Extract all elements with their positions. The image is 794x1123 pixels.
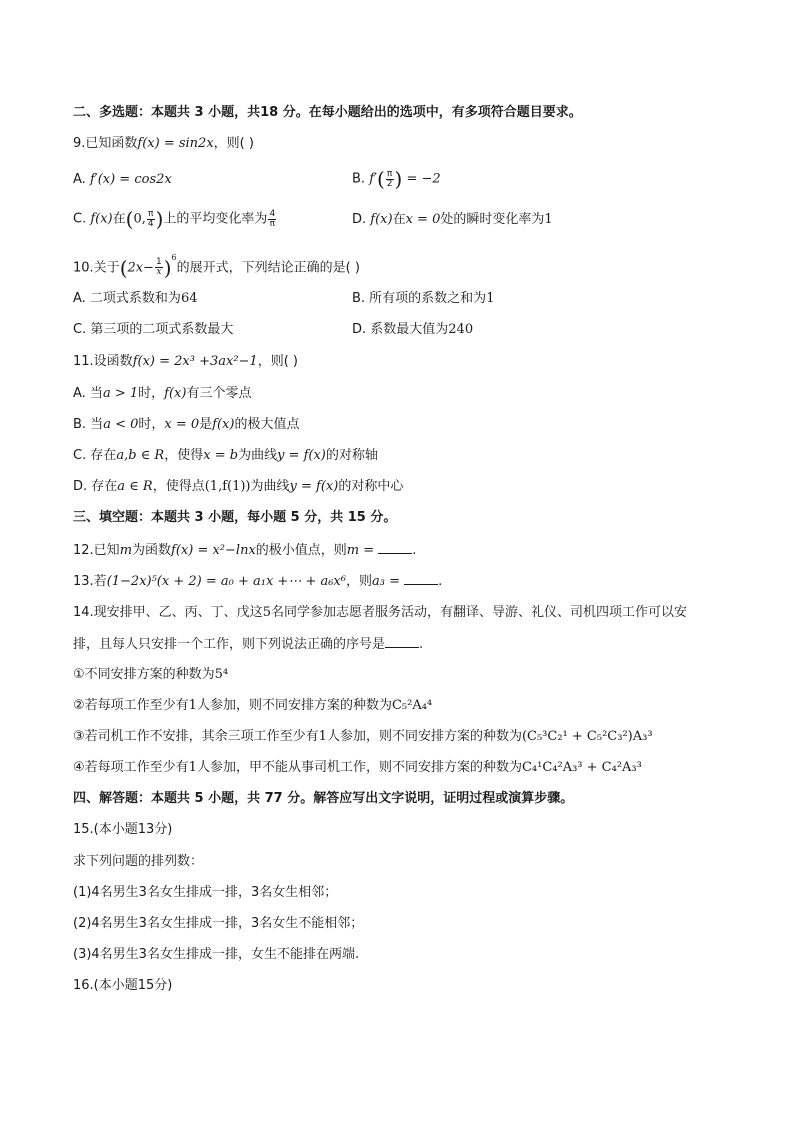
q12: 12.已知m为函数f(x) = x²−lnx的极小值点，则m = . — [73, 543, 417, 558]
q11-option-d: D. 存在a ∈ R，使得点(1,f(1))为曲线y = f(x)的对称中心 — [73, 479, 404, 494]
q16-head: 16.(本小题15分) — [73, 978, 173, 993]
q14-option-4: ④若每项工作至少有1人参加，甲不能从事司机工作，则不同安排方案的种数为C₄¹C₄²A₃³ + C₄²A₃³ — [73, 760, 642, 775]
q15-intro: 求下列问题的排列数： — [73, 854, 204, 869]
q9-stem — [73, 135, 254, 153]
q11-option-c: C. 存在a,b ∈ R，使得x = b为曲线y = f(x)的对称轴 — [73, 448, 378, 463]
q9-b-label: B. — [352, 171, 370, 187]
q15-head: 15.(本小题13分) — [73, 822, 173, 837]
q10-stem: 10.关于(2x− $\frac{1}{x}$ )$^6$的展开式，下列结论正确的是( ) — [73, 253, 360, 280]
q9-option-d: D. f(x)在x = 0处的瞬时变化率为1 — [352, 212, 553, 227]
q13-answer-blank[interactable] — [404, 572, 438, 585]
q9-stem-prefix: 9.已知函数 — [73, 136, 138, 151]
q9-c-math: f(x) — [90, 211, 113, 227]
q12-answer-blank[interactable] — [378, 541, 412, 554]
q14-line-1: 14.现安排甲、乙、丙、丁、戊这5名同学参加志愿者服务活动，有翻译、导游、礼仪、司机四项工作可以安 — [73, 605, 687, 620]
q9-option-b: B. f′( $\frac{\pi}{2}$ ) = −2 — [352, 167, 441, 191]
q11-stem: 11.设函数f(x) = 2x³ +3ax²−1，则( ) — [73, 354, 298, 369]
section-3-title: 三、填空题：本题共 3 小题，每小题 5 分，共 15 分。 — [73, 510, 397, 525]
q9-c-rate-fraction: $\frac{4}{\pi}$ — [269, 208, 276, 229]
q9-c-interval-fraction: $\frac{\pi}{4}$ — [147, 208, 154, 229]
q9-stem-suffix: ，则( ) — [213, 136, 254, 151]
q9-func: f(x) = sin2x — [137, 136, 214, 151]
q15-part-2: (2)4名男生3名女生排成一排，3名女生不能相邻； — [73, 916, 364, 931]
q9-option-c: C. f(x)在(0, $\frac{\pi}{4}$ )上的平均变化率为 $\frac{4}{\pi}$ — [73, 207, 276, 231]
q9-b-math-post: = −2 — [402, 171, 441, 187]
section-2-title: 二、多选题：本题共 3 小题，共18 分。在每小题给出的选项中，有多项符合题目要求。 — [73, 105, 582, 120]
q10-option-a: A. 二项式系数和为64 — [73, 291, 198, 306]
q9-a-label: A. — [73, 172, 90, 187]
q9-option-a — [73, 171, 172, 189]
q13: 13.若(1−2x)⁵(x + 2) = a₀ + a₁x +⋯ + a₆x⁶，则a₃ = . — [73, 574, 443, 589]
q14-answer-blank[interactable] — [385, 635, 419, 648]
q14-option-2: ②若每项工作至少有1人参加，则不同安排方案的种数为C₅²A₄⁴ — [73, 698, 433, 713]
q11-option-b: B. 当a < 0时，x = 0是f(x)的极大值点 — [73, 417, 300, 432]
q10-option-b: B. 所有项的系数之和为1 — [352, 291, 495, 306]
q9-b-math-pre: f′ — [369, 171, 377, 187]
q11-option-a: A. 当a > 1时，f(x)有三个零点 — [73, 386, 252, 401]
q9-a-math: f′(x) = cos2x — [89, 172, 172, 187]
q14-option-3: ③若司机工作不安排，其余三项工作至少有1人参加，则不同安排方案的种数为(C₅³C₂¹ + C₅²C₃²)A₃³ — [73, 729, 653, 744]
q15-part-3: (3)4名男生3名女生排成一排，女生不能排在两端. — [73, 947, 360, 962]
q14-line-2: 排，且每人只安排一个工作，则下列说法正确的序号是 . — [73, 637, 424, 652]
q9-c-label: C. — [73, 211, 91, 227]
q10-option-d: D. 系数最大值为240 — [352, 322, 474, 337]
q15-part-1: (1)4名男生3名女生排成一排，3名女生相邻； — [73, 885, 338, 900]
q10-option-c: C. 第三项的二项式系数最大 — [73, 322, 234, 337]
q9-b-fraction: $\frac{\pi}{2}$ — [386, 168, 393, 189]
q10-fraction: $\frac{1}{x}$ — [156, 257, 162, 278]
q14-option-1: ①不同安排方案的种数为5⁴ — [73, 667, 229, 682]
section-4-title: 四、解答题：本题共 5 小题，共 77 分。解答应写出文字说明，证明过程或演算步骤。 — [73, 791, 574, 806]
